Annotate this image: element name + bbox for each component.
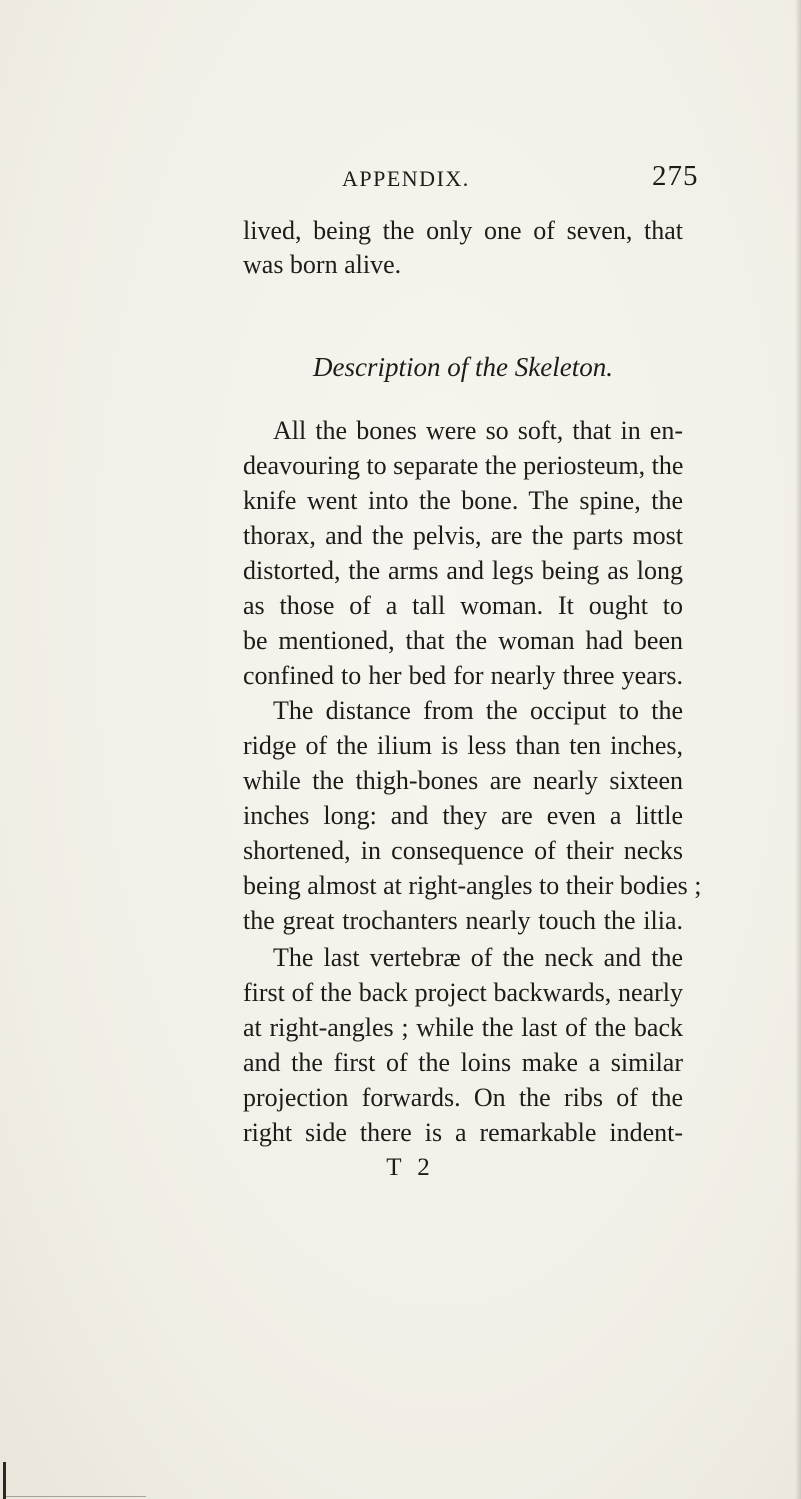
- text-line: The distance from the occiput to the: [273, 696, 683, 725]
- signature-mark: T 2: [386, 1154, 435, 1181]
- text-line: right side there is a remarkable indent-: [243, 1118, 683, 1147]
- text-line: be mentioned, that the woman had been: [243, 626, 683, 655]
- text-line: thorax, and the pelvis, are the parts most: [243, 521, 683, 550]
- page-number: 275: [652, 160, 699, 192]
- section-heading: Description of the Skeleton.: [313, 352, 613, 382]
- text-line: confined to her bed for nearly three years.: [243, 661, 683, 690]
- page-bottom-rule: [6, 1496, 146, 1497]
- text-line: knife went into the bone. The spine, the: [243, 486, 683, 515]
- text-line: and the first of the loins make a similar: [243, 1048, 683, 1077]
- text-line: deavouring to separate the periosteum, the: [243, 451, 684, 480]
- running-head: APPENDIX.: [342, 166, 470, 191]
- text-line: as those of a tall woman. It ought to: [243, 591, 683, 620]
- text-line: ridge of the ilium is less than ten inches,: [243, 731, 683, 760]
- text-line: inches long: and they are even a little: [243, 801, 683, 830]
- text-line: the great trochanters nearly touch the ilia.: [243, 906, 683, 935]
- text-line: while the thigh-bones are nearly sixteen: [243, 766, 683, 795]
- text-line: shortened, in consequence of their necks: [243, 836, 683, 865]
- page-edge-shadow: [795, 0, 801, 1499]
- text-line: The last vertebræ of the neck and the: [273, 943, 683, 972]
- binding-mark: [3, 1462, 6, 1499]
- page-header: [0, 160, 801, 200]
- text-line: projection forwards. On the ribs of the: [243, 1083, 683, 1112]
- text-line: being almost at right-angles to their bodies ;: [243, 871, 702, 900]
- text-line: was born alive.: [243, 250, 402, 279]
- text-line: lived, being the only one of seven, that: [243, 216, 683, 245]
- text-line: distorted, the arms and legs being as long: [243, 556, 683, 585]
- text-line: All the bones were so soft, that in en-: [273, 416, 683, 445]
- text-line: at right-angles ; while the last of the back: [243, 1013, 683, 1042]
- text-line: first of the back project backwards, nearly: [243, 978, 683, 1007]
